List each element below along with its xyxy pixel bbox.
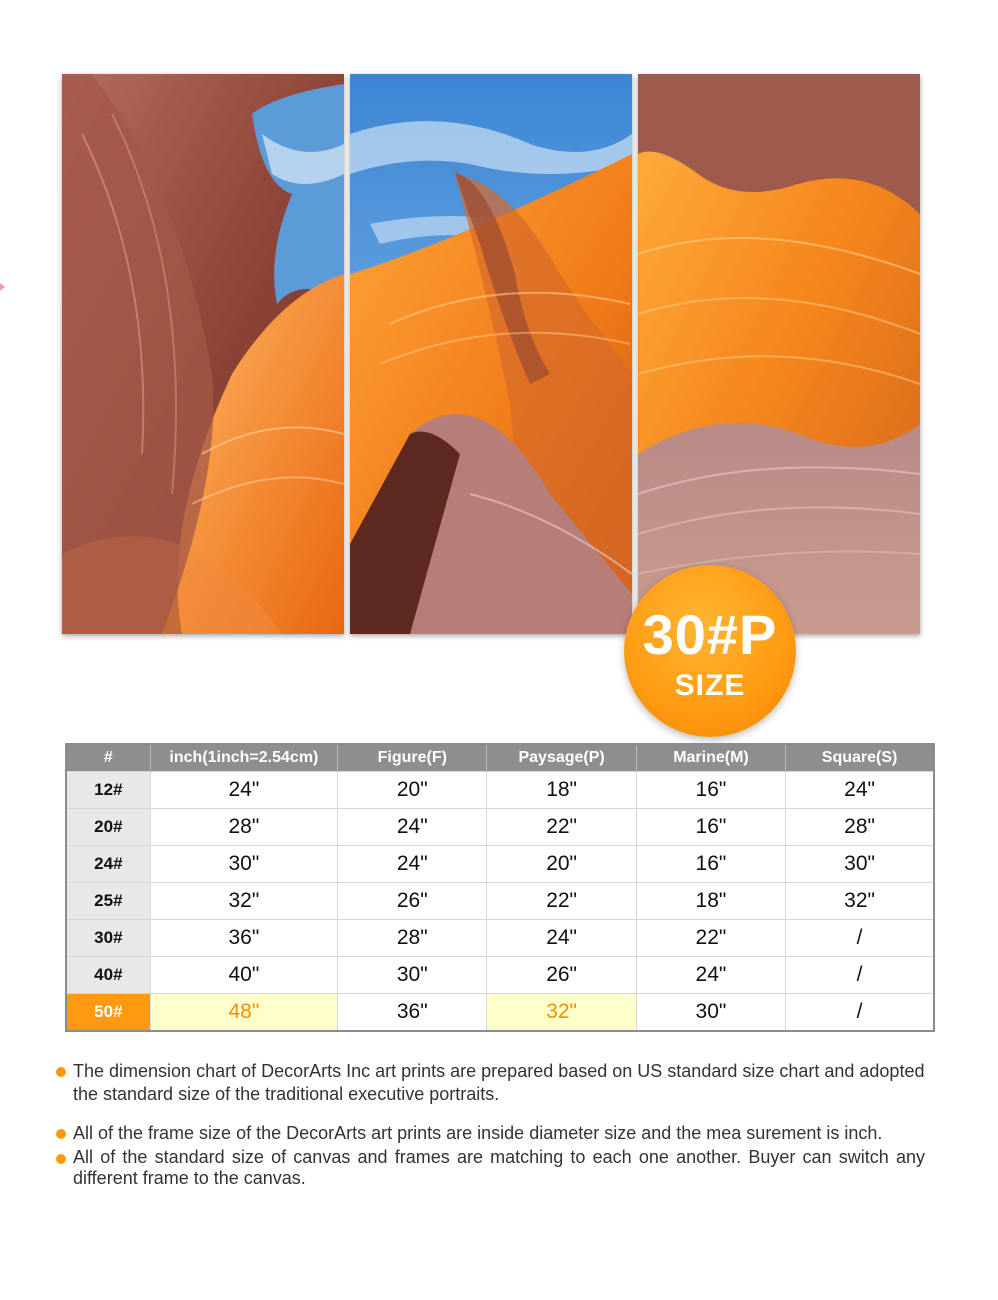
table-row xyxy=(66,920,934,957)
table-cell: 22" xyxy=(487,809,636,846)
size-chart-table xyxy=(65,743,935,1032)
table-row xyxy=(66,957,934,994)
column-header: Paysage(P) xyxy=(487,744,636,772)
table-header-row xyxy=(66,744,934,772)
table-cell: 32" xyxy=(786,883,934,920)
bullet-dot-icon xyxy=(56,1067,66,1077)
row-size-code: 20# xyxy=(66,809,150,846)
table-cell: 16" xyxy=(636,809,785,846)
column-header: Square(S) xyxy=(786,744,934,772)
row-size-code: 12# xyxy=(66,772,150,809)
note-text: All of the standard size of canvas and frames are matching to each one another. Buyer can switch any different frame to the canvas. xyxy=(73,1147,925,1188)
table-cell: 28" xyxy=(338,920,487,957)
table-cell: 16" xyxy=(636,846,785,883)
row-size-code: 30# xyxy=(66,920,150,957)
table-cell: / xyxy=(786,957,934,994)
table-cell: 30" xyxy=(636,994,785,1032)
canvas-panel-left xyxy=(62,74,344,634)
table-cell: 24" xyxy=(636,957,785,994)
table-cell: / xyxy=(786,994,934,1032)
table-cell: 36" xyxy=(150,920,337,957)
badge-size-code: 30#P xyxy=(642,603,778,666)
column-header: Figure(F) xyxy=(338,744,487,772)
table-cell: 24" xyxy=(150,772,337,809)
row-size-code: 40# xyxy=(66,957,150,994)
table-cell: 22" xyxy=(487,883,636,920)
note-text: All of the frame size of the DecorArts art prints are inside diameter size and the mea surement is inch. xyxy=(73,1123,883,1143)
table-cell: 22" xyxy=(636,920,785,957)
canvas-panel-middle xyxy=(350,74,632,634)
table-cell: 20" xyxy=(338,772,487,809)
list-item xyxy=(55,1147,925,1189)
table-cell: 24" xyxy=(786,772,934,809)
table-cell: 26" xyxy=(338,883,487,920)
table-cell: 28" xyxy=(786,809,934,846)
table-cell: 36" xyxy=(338,994,487,1032)
edge-mark xyxy=(0,278,5,286)
row-size-code: 50# xyxy=(66,994,150,1032)
table-cell: 24" xyxy=(487,920,636,957)
table-cell: 30" xyxy=(786,846,934,883)
table-cell: 24" xyxy=(338,809,487,846)
bullet-dot-icon xyxy=(56,1154,66,1164)
canvas-triptych-artwork xyxy=(62,74,920,636)
table-row xyxy=(66,883,934,920)
table-cell-highlighted: 48" xyxy=(150,994,337,1032)
table-cell-highlighted: 32" xyxy=(487,994,636,1032)
note-text: The dimension chart of DecorArts Inc art prints are prepared based on US standard size chart and adopted the standard size of the traditional executive portraits. xyxy=(73,1061,925,1104)
column-header: Marine(M) xyxy=(636,744,785,772)
table-cell: 30" xyxy=(338,957,487,994)
table-row-highlighted xyxy=(66,994,934,1032)
table-cell: 16" xyxy=(636,772,785,809)
table-cell: 40" xyxy=(150,957,337,994)
bullet-dot-icon xyxy=(56,1129,66,1139)
table-cell: 26" xyxy=(487,957,636,994)
table-row xyxy=(66,809,934,846)
notes-list xyxy=(55,1060,925,1189)
table-row xyxy=(66,772,934,809)
table-cell: / xyxy=(786,920,934,957)
canvas-panel-right xyxy=(638,74,920,634)
table-cell: 20" xyxy=(487,846,636,883)
table-cell: 32" xyxy=(150,883,337,920)
column-header: inch(1inch=2.54cm) xyxy=(150,744,337,772)
table-cell: 28" xyxy=(150,809,337,846)
table-cell: 18" xyxy=(487,772,636,809)
table-cell: 30" xyxy=(150,846,337,883)
list-item xyxy=(55,1122,925,1145)
column-header: # xyxy=(66,744,150,772)
list-item xyxy=(55,1060,925,1106)
badge-size-word: SIZE xyxy=(674,669,746,702)
table-cell: 18" xyxy=(636,883,785,920)
row-size-code: 24# xyxy=(66,846,150,883)
table-row xyxy=(66,846,934,883)
row-size-code: 25# xyxy=(66,883,150,920)
size-badge xyxy=(624,565,796,737)
table-cell: 24" xyxy=(338,846,487,883)
